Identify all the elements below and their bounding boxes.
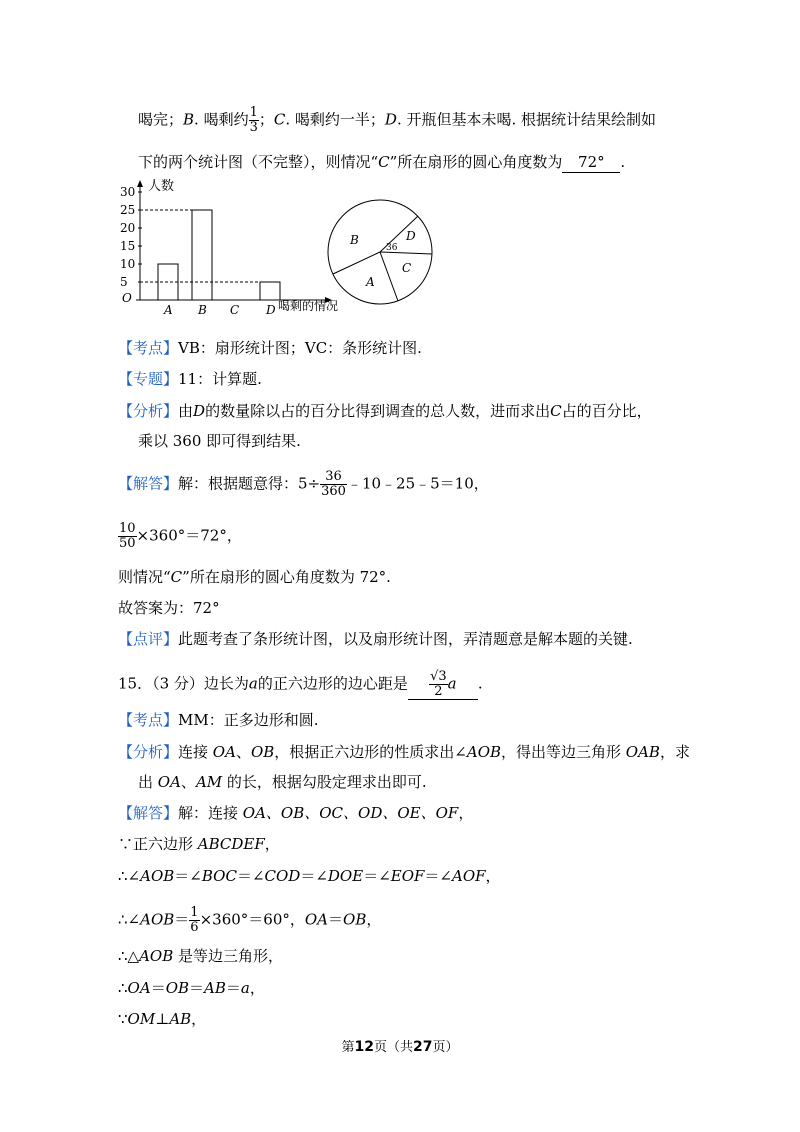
q14-fenxi-2: 乘以 360 即可得到结果. (138, 432, 301, 450)
pie-angle-label: 36 (386, 243, 398, 253)
page-number: 12 (354, 1039, 374, 1055)
q14-fenxi-1: 【分析】由D的数量除以占的百分比得到调查的总人数，进而求出C占的百分比， (118, 402, 652, 420)
pie-label-a: A (366, 275, 375, 289)
y-tick-label: 25 (120, 203, 136, 217)
x-category-label: C (230, 303, 240, 317)
q15-line-7: ∵OM⊥AB， (118, 1010, 207, 1028)
x-axis-label: 喝剩的情况 (278, 299, 339, 313)
q14-answer: 72° (562, 152, 620, 173)
q15-stem: 15．（3 分）边长为a的正六边形的边心距是 $\frac{√3}{2}$ a . (118, 669, 483, 699)
pie-divider-3 (380, 252, 398, 301)
bar-d (260, 282, 280, 300)
pie-label-b: B (350, 233, 359, 247)
q15-jieda-1: 【解答】解：连接 OA、OB、OC、OD、OE、OF， (118, 804, 474, 822)
y-tick-label: 10 (120, 257, 136, 271)
q14-zhuanti: 【专题】11：计算题. (118, 370, 262, 388)
q15-line-2: ∵正六边形 ABCDEF， (118, 835, 280, 853)
q15-fenxi-1: 【分析】连接 OA、OB，根据正六边形的性质求出∠AOB，得出等边三角形 OAB，求 (118, 743, 690, 761)
pie-divider-4 (333, 252, 380, 274)
q14-kaodian: 【考点】VB：扇形统计图；VC：条形统计图. (118, 339, 422, 357)
pie-chart (320, 192, 440, 312)
origin-label: O (122, 291, 132, 305)
x-category-label: A (164, 303, 173, 317)
q15-kaodian: 【考点】MM：正多边形和圆. (118, 711, 319, 729)
q14-dianping: 【点评】此题考查了条形统计图，以及扇形统计图，弄清题意是解本题的关键. (118, 630, 633, 648)
y-axis-label: 人数 (148, 179, 175, 194)
q15-line-6: ∴OA＝OB＝AB＝a， (118, 979, 265, 997)
bar-b (192, 210, 212, 300)
q14-jieda-2: $\frac{10}{50}$ ×360°＝72°， (119, 521, 242, 551)
fraction-one-third: $\frac{1}{3}$ (249, 105, 258, 135)
pie-label-d: D (406, 229, 416, 243)
q14-jieda-1: 【解答】解：根据题意得：5÷ $\frac{36}{360}$ ﹣10﹣25﹣5＝10， (118, 469, 489, 499)
y-tick-label: 20 (120, 221, 136, 235)
y-tick-label: 30 (120, 185, 136, 199)
x-category-label: B (198, 303, 207, 317)
y-tick-label: 5 (120, 275, 128, 289)
page-total: 27 (413, 1039, 433, 1055)
x-category-label: D (266, 303, 276, 317)
q15-line-4: ∴∠AOB＝ $\frac{1}{6}$ ×360°＝60°，OA＝OB， (118, 905, 382, 935)
q15-fenxi-2: 出 OA、AM 的长，根据勾股定理求出即可. (138, 773, 427, 791)
y-axis-arrow (137, 180, 143, 187)
page-footer: 第12页（共27页） (341, 1039, 459, 1055)
q14-line-2: 下的两个统计图（不完整），则情况“C”所在扇形的圆心角度数为 72° . (138, 153, 626, 171)
y-tick-label: 15 (120, 239, 136, 253)
q14-line-1: 喝完；B. 喝剩约 $\frac{1}{3}$ ；C. 喝剩约一半；D. 开瓶但基本未喝. 根据统计结果绘制如 (138, 105, 657, 135)
pie-label-c: C (402, 261, 412, 275)
q15-answer: $\frac{√3}{2}$ a (408, 670, 478, 700)
q15-line-3: ∴∠AOB＝∠BOC＝∠COD＝∠DOE＝∠EOF＝∠AOF， (118, 867, 501, 885)
q15-line-5: ∴△AOB 是等边三角形， (118, 947, 284, 965)
q14-jieda-3: 则情况“C”所在扇形的圆心角度数为 72°. (118, 568, 391, 586)
q14-jieda-4: 故答案为：72° (118, 599, 220, 617)
